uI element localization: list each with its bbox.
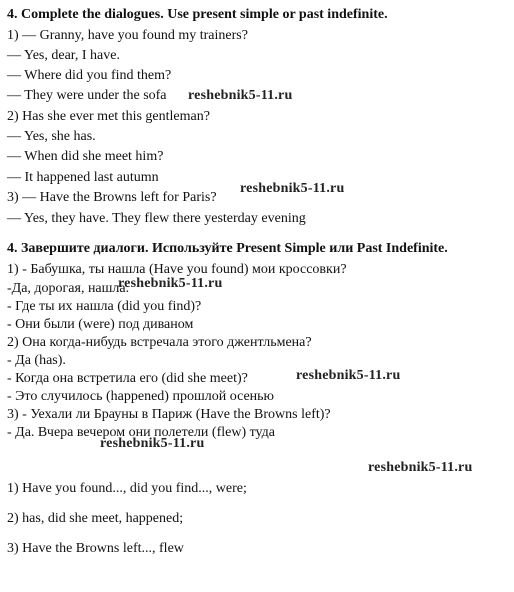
english-line: 2) Has she ever met this gentleman?	[7, 109, 210, 124]
watermark-text: reshebnik5-11.ru	[368, 460, 473, 475]
russian-line: - Это случилось (happened) прошлой осенью	[7, 389, 275, 404]
watermark-text: reshebnik5-11.ru	[296, 368, 401, 383]
english-line: — Yes, they have. They flew there yesterday evening	[7, 211, 306, 226]
answer-line: 2) has, did she meet, happened;	[7, 511, 184, 526]
russian-line: 3) - Уехали ли Брауны в Париж (Have the Browns left)?	[7, 407, 331, 422]
watermark-text: reshebnik5-11.ru	[118, 276, 223, 291]
english-line: 1) — Granny, have you found my trainers?	[7, 28, 248, 43]
russian-line: - Да. Вчера вечером они полетели (flew) туда	[7, 425, 276, 440]
watermark-text: reshebnik5-11.ru	[240, 181, 345, 196]
russian-heading: 4. Завершите диалоги. Используйте Present Simple или Past Indefinite.	[7, 241, 448, 256]
english-line: — Where did you find them?	[7, 68, 172, 83]
russian-line: - Да (has).	[7, 353, 66, 368]
russian-line: - Когда она встретила его (did she meet)?	[7, 371, 248, 386]
russian-line: - Где ты их нашла (did you find)?	[7, 299, 202, 314]
watermark-text: reshebnik5-11.ru	[188, 88, 293, 103]
watermark-text: reshebnik5-11.ru	[100, 436, 205, 451]
answer-line: 1) Have you found..., did you find..., were;	[7, 481, 247, 496]
english-line: — Yes, dear, I have.	[7, 48, 120, 63]
english-line: — Yes, she has.	[7, 129, 96, 144]
russian-line: 2) Она когда-нибудь встречала этого джентльмена?	[7, 335, 312, 350]
english-line: — They were under the sofa	[7, 88, 167, 103]
russian-line: 1) - Бабушка, ты нашла (Have you found) мои кроссовки?	[7, 262, 347, 277]
answer-line: 3) Have the Browns left..., flew	[7, 541, 184, 556]
english-line: 3) — Have the Browns left for Paris?	[7, 190, 217, 205]
english-heading: 4. Complete the dialogues. Use present simple or past indefinite.	[7, 7, 388, 22]
russian-line: - Они были (were) под диваном	[7, 317, 194, 332]
english-line: — It happened last autumn	[7, 170, 159, 185]
english-line: — When did she meet him?	[7, 149, 164, 164]
russian-line: -Да, дорогая, нашла.	[7, 281, 130, 296]
